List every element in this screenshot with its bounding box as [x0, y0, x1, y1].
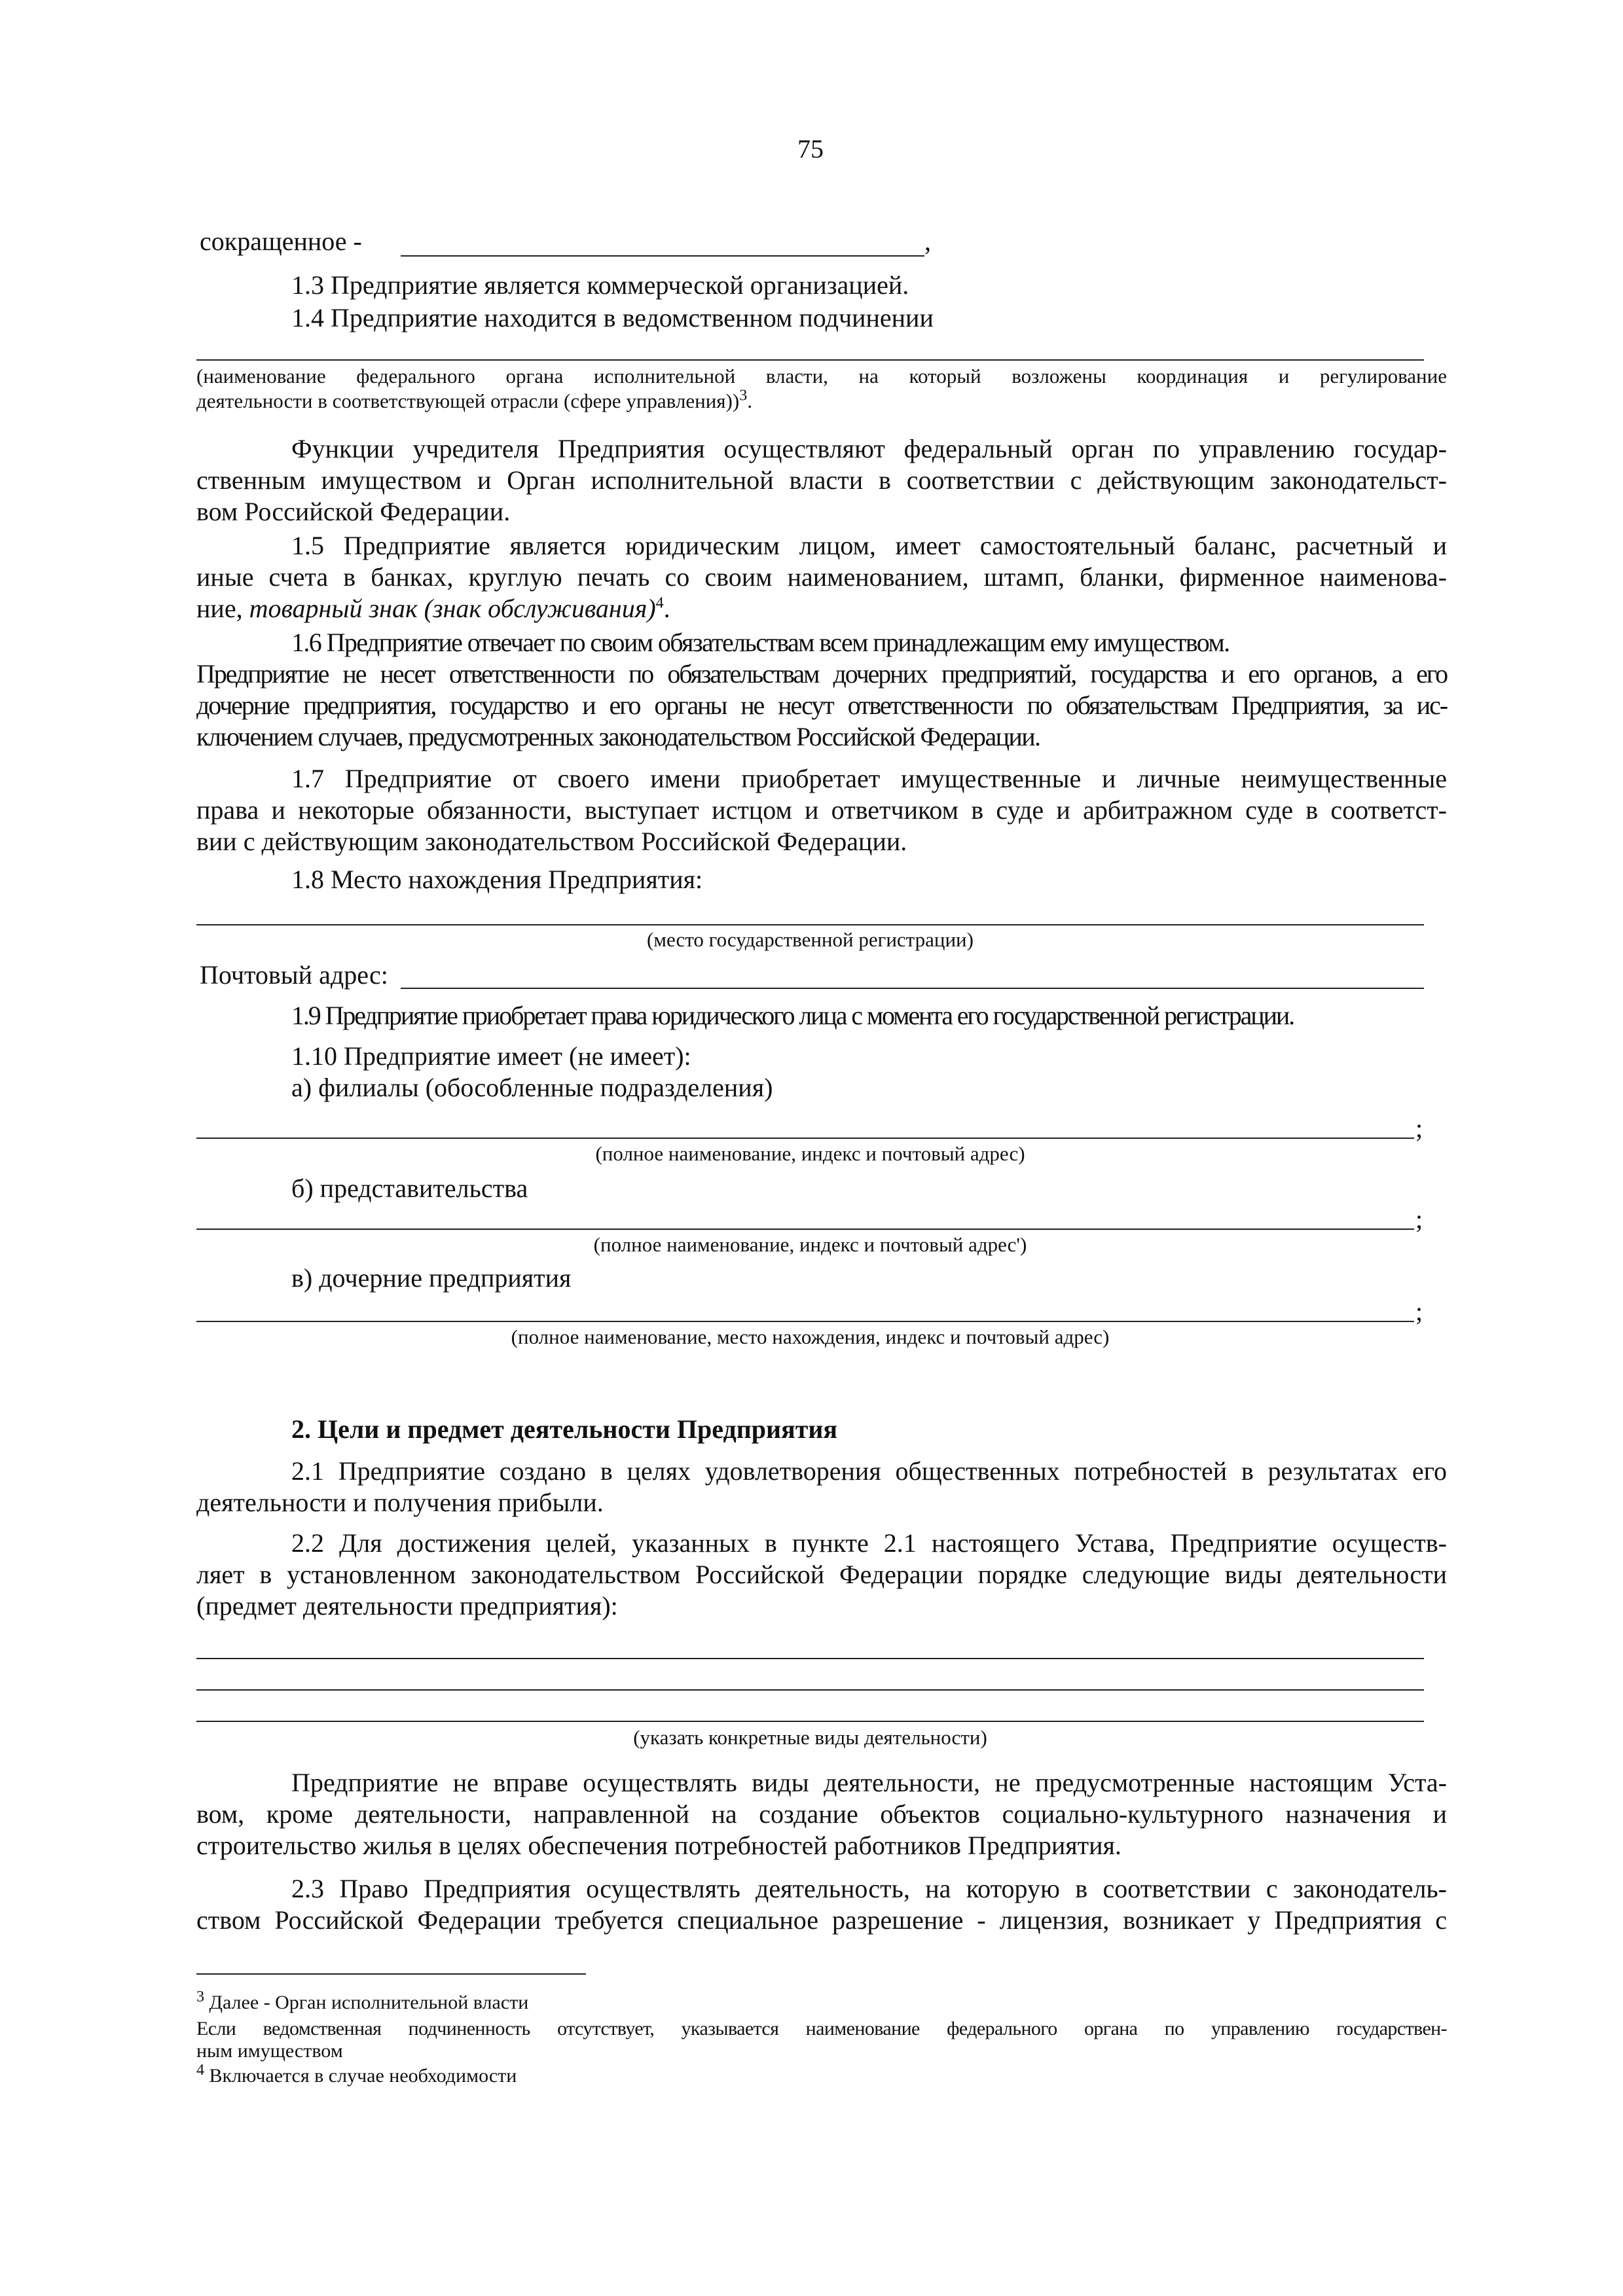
section-2-heading: 2. Цели и предмет деятельности Предприятия	[291, 1414, 838, 1444]
paragraph-2-2-line2: ляет в установленном законодательством Российской Федерации порядке следующие виды деятельности	[196, 1560, 1447, 1589]
footnote-4-mark: 4	[196, 2062, 204, 2079]
footnote-4: $^4$ Включается в случае необходимости	[196, 2062, 517, 2087]
caption-ministry-line1: (наименование федерального органа исполнительной власти, на который возложены координация и регулирование	[196, 365, 1447, 387]
activities-blank-line-3	[196, 1721, 1424, 1722]
paragraph-1-3: 1.3 Предприятие является коммерческой организацией.	[291, 270, 909, 300]
paragraph-2-2-line1: 2.2 Для достижения целей, указанных в пункте 2.1 настоящего Устава, Предприятие осуществ-	[291, 1528, 1447, 1558]
item-a-semicolon: ;	[1415, 1113, 1423, 1143]
page-number: 75	[797, 134, 824, 164]
footnote-3-mark: 3	[196, 1988, 204, 2005]
ministry-blank-line	[196, 359, 1424, 361]
activities-blank-line-2	[196, 1689, 1424, 1691]
item-b-representations: б) представительства	[291, 1174, 528, 1203]
functions-line3: вом Российской Федерации.	[196, 497, 511, 526]
footnote-ref-3: 3	[739, 387, 748, 404]
footnote-3-line2: Если ведомственная подчиненность отсутствует, указывается наименование федерального органа по управлению государствен-	[196, 2018, 1447, 2039]
footnote-ref-4: 4	[655, 594, 664, 612]
location-blank-line	[196, 924, 1424, 925]
item-a-branches: а) филиалы (обособленные подразделения)	[291, 1073, 773, 1102]
paragraph-1-6-line4: ключением случаев, предусмотренных законодательством Российской Федерации.	[196, 722, 1040, 751]
activities-blank-line-1	[196, 1658, 1424, 1659]
not-allowed-line2: вом, кроме деятельности, направленной на создание объектов социально-культурного назначения и	[196, 1799, 1447, 1829]
paragraph-1-5-line2: иные счета в банках, круглую печать со своим наименованием, штамп, бланки, фирменное наименова-	[196, 562, 1447, 592]
item-c-semicolon: ;	[1415, 1297, 1423, 1326]
paragraph-1-6-line1: 1.6 Предприятие отвечает по своим обязательствам всем принадлежащим ему имуществом.	[291, 628, 1230, 657]
paragraph-1-5-line3: ние, товарный знак (знак обслуживания)$^4$.	[196, 594, 670, 623]
caption-ministry-line2: деятельности в соответствующей отрасли (сфере управления))$^3$.	[196, 387, 752, 412]
footnote-separator	[196, 1973, 586, 1975]
caption-item-b: (полное наименование, индекс и почтовый адрес')	[593, 1233, 1027, 1256]
footnote-3: $^3$ Далее - Орган исполнительной власти	[196, 1988, 529, 2013]
caption-registration: (место государственной регистрации)	[647, 928, 974, 951]
functions-line2: ственным имуществом и Орган исполнительной власти в соответствии с действующим законодательст-	[196, 465, 1447, 495]
paragraph-1-10: 1.10 Предприятие имеет (не имеет):	[291, 1041, 691, 1071]
short-name-label: сокращенное -	[200, 226, 362, 256]
item-b-semicolon: ;	[1415, 1204, 1423, 1234]
not-allowed-line3: строительство жилья в целях обеспечения потребностей работников Предприятия.	[196, 1831, 1122, 1860]
paragraph-1-5-line1: 1.5 Предприятие является юридическим лицом, имеет самостоятельный баланс, расчетный и	[291, 531, 1447, 560]
item-b-blank-line	[196, 1229, 1414, 1230]
paragraph-1-8: 1.8 Место нахождения Предприятия:	[291, 865, 703, 894]
item-c-subsidiaries: в) дочерние предприятия	[291, 1263, 572, 1293]
caption-item-c: (полное наименование, место нахождения, индекс и почтовый адрес)	[511, 1325, 1110, 1348]
paragraph-2-1-line1: 2.1 Предприятие создано в целях удовлетворения общественных потребностей в результатах его	[291, 1456, 1447, 1486]
short-name-tail: ,	[924, 226, 931, 256]
footnote-3-line3: ным имуществом	[196, 2040, 343, 2062]
paragraph-2-1-line2: деятельности и получения прибыли.	[196, 1488, 604, 1517]
postal-address-blank-line	[401, 988, 1424, 989]
short-name-blank-line	[401, 255, 924, 257]
paragraph-1-7-line1: 1.7 Предприятие от своего имени приобретает имущественные и личные неимущественные	[291, 764, 1447, 793]
caption-activities: (указать конкретные виды деятельности)	[633, 1726, 987, 1749]
paragraph-1-7-line3: вии с действующим законодательством Российской Федерации.	[196, 827, 907, 856]
not-allowed-line1: Предприятие не вправе осуществлять виды деятельности, не предусмотренные настоящим Уста-	[291, 1768, 1447, 1797]
paragraph-1-4: 1.4 Предприятие находится в ведомственном подчинении	[291, 303, 934, 332]
paragraph-1-7-line2: права и некоторые обязанности, выступает истцом и ответчиком в суде и арбитражном суде в соответст-	[196, 795, 1447, 825]
caption-item-a: (полное наименование, индекс и почтовый адрес)	[595, 1142, 1025, 1165]
functions-line1: Функции учредителя Предприятия осуществляют федеральный орган по управлению государ-	[291, 434, 1447, 463]
postal-address-label: Почтовый адрес:	[200, 960, 388, 990]
paragraph-2-3-line2: ством Российской Федерации требуется специальное разрешение - лицензия, возникает у Предприятия с	[196, 1905, 1447, 1935]
item-c-blank-line	[196, 1321, 1414, 1322]
paragraph-1-9: 1.9 Предприятие приобретает права юридического лица с момента его государственной регистрации.	[291, 1001, 1294, 1030]
paragraph-1-6-line3: дочерние предприятия, государство и его органы не несут ответственности по обязательствам Предприятия, за ис-	[196, 691, 1447, 720]
paragraph-1-6-line2: Предприятие не несет ответственности по обязательствам дочерних предприятий, государства и его органов, а его	[196, 659, 1447, 689]
item-a-blank-line	[196, 1138, 1414, 1139]
paragraph-2-2-line3: (предмет деятельности предприятия):	[196, 1591, 618, 1621]
paragraph-2-3-line1: 2.3 Право Предприятия осуществлять деятельность, на которую в соответствии с законодатель-	[291, 1874, 1447, 1903]
